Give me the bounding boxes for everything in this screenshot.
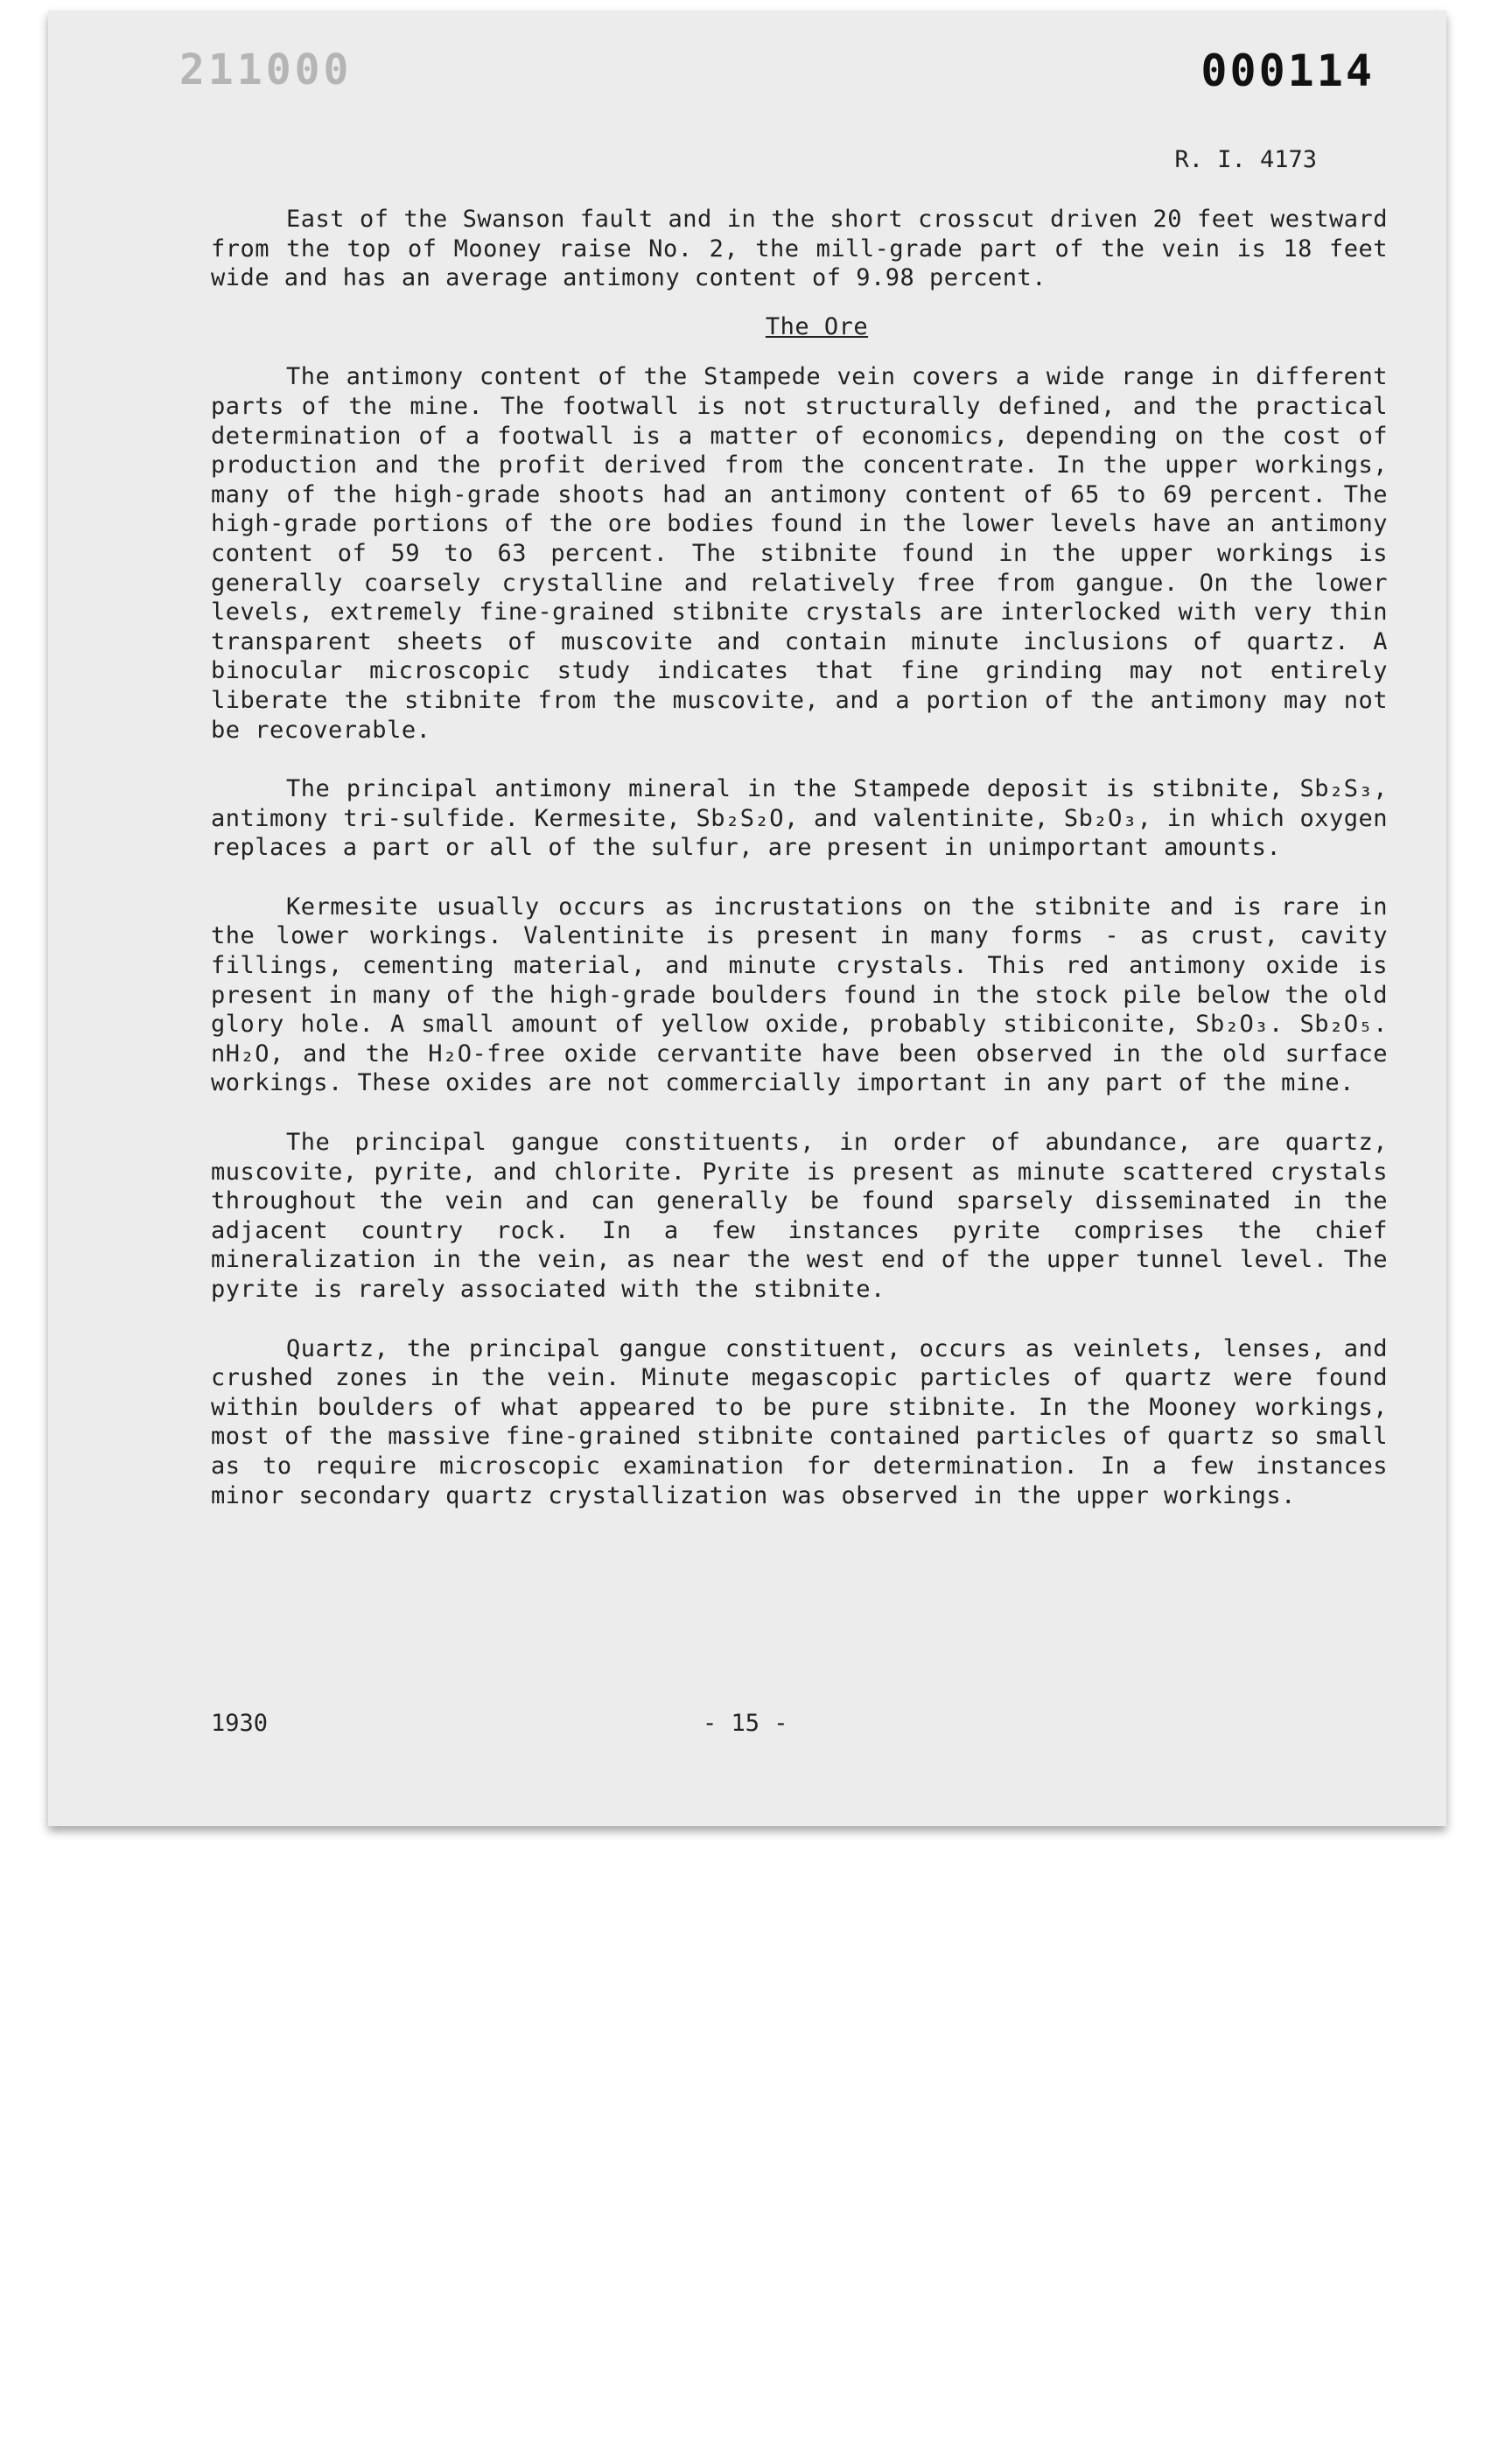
intro-paragraph: East of the Swanson fault and in the short crosscut driven 20 feet westward from the top of Mooney raise No. 2, the mill-grade part of the vein is 18 feet wide and has an average antimony content of 9.98 percent.: [211, 206, 1388, 292]
footer-page-number: - 15 -: [703, 1710, 788, 1737]
report-reference: R. I. 4173: [1174, 146, 1317, 173]
paragraph-quartz: Quartz, the principal gangue constituent, occurs as veinlets, lenses, and crushed zones in the vein. Minute megascopic particles of quartz were found within boulders of what appeared to be pure stibnite. In the Mooney workings, most of the massive fine-grained stibnite contained particles of quartz so small as to require microscopic examination for determination. In a few instances minor secondary quartz crystallization was observed in the upper workings.: [211, 1334, 1388, 1509]
document-page: [48, 10, 1446, 1826]
section-heading: [211, 312, 1388, 342]
paragraph-principal-mineral: The principal antimony mineral in the Stampede deposit is stibnite, Sb₂S₃, antimony tri-sulfide. Kermesite, Sb₂S₂O, and valentinite, Sb₂O₃, in which oxygen replaces a part or all of the sulfur, are present in unimportant amounts.: [211, 775, 1388, 862]
paragraph-antimony-content: The antimony content of the Stampede vein covers a wide range in different parts of the mine. The footwall is not structurally defined, and the practical determination of a footwall is a matter of economics, depending on the cost of production and the profit derived from the concentrate. In the upper workings, many of the high-grade shoots had an antimony content of 65 to 69 percent. The high-grade portions of the ore bodies found in the lower levels have an antimony content of 59 to 63 percent. The stibnite found in the upper workings is generally coarsely crystalline and relatively free from gangue. On the lower levels, extremely fine-grained stibnite crystals are interlocked with very thin transparent sheets of muscovite and contain minute inclusions of quartz. A binocular microscopic study indicates that fine grinding may not entirely liberate the stibnite from the muscovite, and a portion of the antimony may not be recoverable.: [211, 363, 1388, 744]
page-stamp-number: 000114: [1200, 46, 1375, 96]
section-heading-text: The Ore: [765, 312, 869, 340]
paragraph-kermesite: Kermesite usually occurs as incrustations on the stibnite and is rare in the lower workings. Valentinite is present in many forms - as crust, cavity fillings, cementing material, and minute crystals. This red antimony oxide is present in many of the high-grade boulders found in the stock pile below the old glory hole. A small amount of yellow oxide, probably stibiconite, Sb₂O₃. Sb₂O₅. nH₂O, and the H₂O-free oxide cervantite have been observed in the old surface workings. These oxides are not commercially important in any part of the mine.: [211, 892, 1388, 1097]
document-body: [211, 205, 1388, 1540]
faded-page-stamp: 211000: [179, 46, 353, 94]
paragraph-gangue-constituents: The principal gangue constituents, in order of abundance, are quartz, muscovite, pyrite, and chlorite. Pyrite is present as minute scattered crystals throughout the vein and can generally be found sparsely disseminated in the adjacent country rock. In a few instances pyrite comprises the chief mineralization in the vein, as near the west end of the upper tunnel level. The pyrite is rarely associated with the stibnite.: [211, 1129, 1388, 1303]
footer-year: 1930: [211, 1710, 269, 1737]
